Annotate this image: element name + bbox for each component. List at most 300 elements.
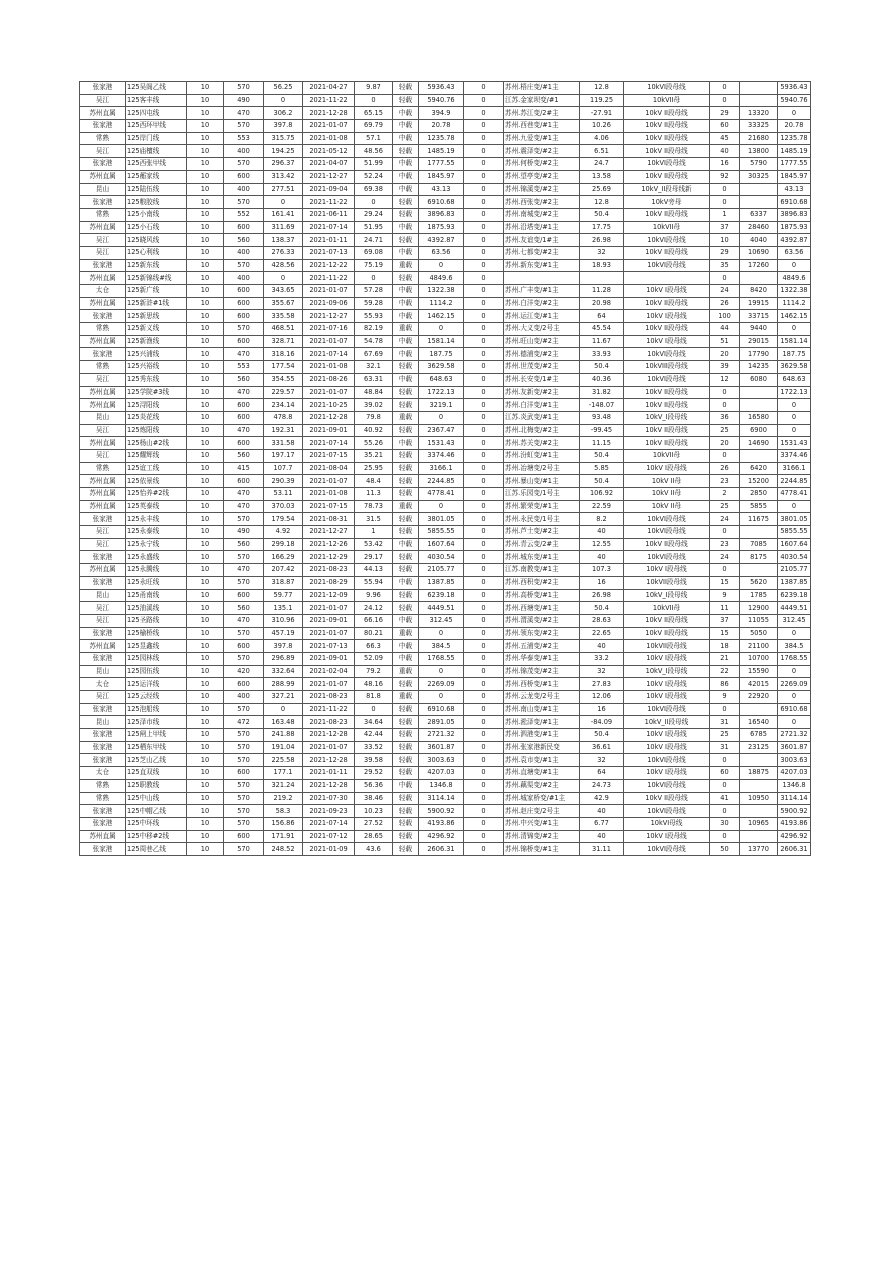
table-cell: 10 bbox=[187, 208, 224, 221]
table-cell: 56.36 bbox=[355, 779, 393, 792]
table-cell: 600 bbox=[224, 170, 264, 183]
table-cell: 苏州.西桥变/#1主 bbox=[504, 678, 580, 691]
table-cell: 2021-01-07 bbox=[303, 741, 355, 754]
table-cell: 1346.8 bbox=[778, 779, 811, 792]
table-cell: 江苏.炎武变/#1主 bbox=[504, 411, 580, 424]
table-cell: 张家港 bbox=[80, 741, 126, 754]
table-cell: 29.52 bbox=[355, 767, 393, 780]
table-row bbox=[80, 627, 811, 640]
table-cell: 10kV II母 bbox=[624, 475, 710, 488]
table-cell: 33.2 bbox=[580, 652, 624, 665]
table-cell: 重载 bbox=[393, 411, 419, 424]
table-cell: 299.18 bbox=[264, 538, 303, 551]
table-row bbox=[80, 513, 811, 526]
table-cell: 轻载 bbox=[393, 272, 419, 285]
table-cell: 6.51 bbox=[580, 145, 624, 158]
table-cell: 苏州.暴山变/#1主 bbox=[504, 475, 580, 488]
table-cell: 51 bbox=[710, 335, 740, 348]
table-cell: 10 bbox=[187, 373, 224, 386]
table-cell: 张家港 bbox=[80, 348, 126, 361]
table-cell: 10kV_I段母线 bbox=[624, 589, 710, 602]
table-cell: 中载 bbox=[393, 285, 419, 298]
table-cell: 428.56 bbox=[264, 259, 303, 272]
table-cell: 23125 bbox=[740, 741, 778, 754]
table-cell: 10kVI段母线 bbox=[624, 259, 710, 272]
table-cell: 7085 bbox=[740, 538, 778, 551]
table-cell: 苏州直属 bbox=[80, 475, 126, 488]
table-cell: 6910.68 bbox=[778, 196, 811, 209]
table-cell: 4207.03 bbox=[778, 767, 811, 780]
table-cell: 50 bbox=[710, 843, 740, 856]
table-cell: 轻载 bbox=[393, 843, 419, 856]
table-cell: 10kV II段母线 bbox=[624, 627, 710, 640]
table-cell: 18.93 bbox=[580, 259, 624, 272]
table-cell: 2021-01-08 bbox=[303, 361, 355, 374]
table-cell: 10 bbox=[187, 830, 224, 843]
table-cell: 55.94 bbox=[355, 576, 393, 589]
table-cell: 2021-09-23 bbox=[303, 805, 355, 818]
table-cell: 4296.92 bbox=[778, 830, 811, 843]
table-cell: 125园伍线 bbox=[126, 665, 187, 678]
table-cell: 10kV II段母线 bbox=[624, 792, 710, 805]
table-cell: 1875.93 bbox=[419, 221, 464, 234]
table-cell: 2021-09-01 bbox=[303, 424, 355, 437]
table-cell: 5900.92 bbox=[778, 805, 811, 818]
table-cell: 10 bbox=[187, 107, 224, 120]
table-cell: 570 bbox=[224, 576, 264, 589]
table-cell: 125直双线 bbox=[126, 767, 187, 780]
table-cell: 2021-01-11 bbox=[303, 234, 355, 247]
table-cell: 10kV II段母线 bbox=[624, 386, 710, 399]
table-cell: 张家港 bbox=[80, 120, 126, 133]
table-cell: 6910.68 bbox=[419, 703, 464, 716]
table-row bbox=[80, 158, 811, 171]
table-cell bbox=[740, 82, 778, 95]
table-cell bbox=[580, 272, 624, 285]
table-cell: 中载 bbox=[393, 652, 419, 665]
table-cell: 2021-12-28 bbox=[303, 729, 355, 742]
table-cell: 苏州直属 bbox=[80, 488, 126, 501]
table-cell: 轻载 bbox=[393, 817, 419, 830]
table-cell: 10kVII段母线 bbox=[624, 576, 710, 589]
table-cell: 470 bbox=[224, 424, 264, 437]
table-cell: 470 bbox=[224, 614, 264, 627]
table-cell: 125四屯线 bbox=[126, 107, 187, 120]
table-cell: 2021-11-22 bbox=[303, 272, 355, 285]
table-cell: 2606.31 bbox=[778, 843, 811, 856]
table-cell: 中载 bbox=[393, 373, 419, 386]
table-cell: 0 bbox=[710, 183, 740, 196]
table-cell: 1322.38 bbox=[778, 285, 811, 298]
table-cell: 27.83 bbox=[580, 678, 624, 691]
table-row bbox=[80, 272, 811, 285]
table-cell: 轻载 bbox=[393, 678, 419, 691]
table-cell: 0 bbox=[464, 703, 504, 716]
table-cell: 315.75 bbox=[264, 132, 303, 145]
table-cell: 2269.09 bbox=[778, 678, 811, 691]
table-cell: 0 bbox=[710, 399, 740, 412]
table-cell: 18 bbox=[710, 640, 740, 653]
table-cell: 16540 bbox=[740, 716, 778, 729]
table-cell: 5940.76 bbox=[419, 94, 464, 107]
table-cell: 166.29 bbox=[264, 551, 303, 564]
table-cell: 4030.54 bbox=[419, 551, 464, 564]
table-cell: 40 bbox=[580, 526, 624, 539]
table-row bbox=[80, 526, 811, 539]
table-cell: 125客丰线 bbox=[126, 94, 187, 107]
table-cell: 苏州.繁荣变/#1主 bbox=[504, 500, 580, 513]
table-cell: 2721.32 bbox=[419, 729, 464, 742]
table-cell: 3166.1 bbox=[419, 462, 464, 475]
table-cell: 12900 bbox=[740, 602, 778, 615]
table-cell: 2021-01-07 bbox=[303, 602, 355, 615]
table-cell: 0 bbox=[778, 259, 811, 272]
table-cell: 昆山 bbox=[80, 665, 126, 678]
table-cell: 吴江 bbox=[80, 94, 126, 107]
table-cell: 648.63 bbox=[419, 373, 464, 386]
table-cell: 10kVII段母线 bbox=[624, 640, 710, 653]
table-cell: 3374.46 bbox=[778, 449, 811, 462]
table-cell: 13.58 bbox=[580, 170, 624, 183]
table-cell: 1531.43 bbox=[778, 437, 811, 450]
table-cell: 125新锦线#线 bbox=[126, 272, 187, 285]
table-cell: 0 bbox=[464, 120, 504, 133]
table-cell: 5936.43 bbox=[419, 82, 464, 95]
table-cell: 0 bbox=[464, 132, 504, 145]
table-cell: 太仓 bbox=[80, 767, 126, 780]
table-cell: 10 bbox=[187, 729, 224, 742]
table-cell: 125谊工线 bbox=[126, 462, 187, 475]
table-row bbox=[80, 82, 811, 95]
table-cell: 16 bbox=[580, 703, 624, 716]
table-cell: 吴江 bbox=[80, 602, 126, 615]
table-cell: 52.24 bbox=[355, 170, 393, 183]
table-cell: 4392.87 bbox=[419, 234, 464, 247]
table-cell: 125闸上甲线 bbox=[126, 729, 187, 742]
table-cell: 125炎花线 bbox=[126, 411, 187, 424]
table-cell: 600 bbox=[224, 767, 264, 780]
table-cell: 86 bbox=[710, 678, 740, 691]
table-cell: 8175 bbox=[740, 551, 778, 564]
table-cell: 31 bbox=[710, 716, 740, 729]
table-cell: 1581.14 bbox=[419, 335, 464, 348]
table-cell: 0 bbox=[778, 424, 811, 437]
table-cell: 0 bbox=[778, 107, 811, 120]
table-cell: 10kV_I段母线 bbox=[624, 411, 710, 424]
table-cell: 10kV II母 bbox=[624, 500, 710, 513]
table-cell: 2021-12-29 bbox=[303, 551, 355, 564]
table-cell bbox=[740, 399, 778, 412]
table-cell: 昆山 bbox=[80, 411, 126, 424]
table-cell: 560 bbox=[224, 373, 264, 386]
table-cell: 中载 bbox=[393, 640, 419, 653]
table-cell: 8.2 bbox=[580, 513, 624, 526]
table-cell: 82.19 bbox=[355, 323, 393, 336]
table-cell: 10 bbox=[187, 120, 224, 133]
table-cell: 苏州.泗港变/#1主 bbox=[504, 729, 580, 742]
table-cell: 29 bbox=[710, 107, 740, 120]
table-cell: 10 bbox=[187, 462, 224, 475]
table-cell: 10 bbox=[187, 779, 224, 792]
table-cell: 69.08 bbox=[355, 246, 393, 259]
table-cell: 轻载 bbox=[393, 94, 419, 107]
table-row bbox=[80, 348, 811, 361]
table-cell: 10kVI段母线 bbox=[624, 843, 710, 856]
table-cell: 63.31 bbox=[355, 373, 393, 386]
table-cell: 10 bbox=[187, 323, 224, 336]
table-cell: 10kVIII段母线 bbox=[624, 361, 710, 374]
table-cell: 轻载 bbox=[393, 462, 419, 475]
table-cell: 轻载 bbox=[393, 564, 419, 577]
table-cell: 江苏.南教变/#1主 bbox=[504, 564, 580, 577]
table-cell: 40.92 bbox=[355, 424, 393, 437]
table-cell: 苏州.友谊变/1#主 bbox=[504, 234, 580, 247]
table-cell: 125西环甲线 bbox=[126, 120, 187, 133]
table-cell: 10 bbox=[187, 234, 224, 247]
table-cell: 吴江 bbox=[80, 538, 126, 551]
table-cell: 0 bbox=[464, 234, 504, 247]
table-cell: 16 bbox=[580, 576, 624, 589]
table-body bbox=[80, 82, 811, 856]
table-cell: 600 bbox=[224, 285, 264, 298]
table-cell: 轻载 bbox=[393, 792, 419, 805]
table-cell: 10.26 bbox=[580, 120, 624, 133]
table-cell: 10kV I段母线 bbox=[624, 767, 710, 780]
table-cell: 0 bbox=[464, 145, 504, 158]
table-cell: 570 bbox=[224, 627, 264, 640]
table-cell: 125新义线 bbox=[126, 323, 187, 336]
table-cell: 苏州.袁市变/#1主 bbox=[504, 754, 580, 767]
table-row bbox=[80, 449, 811, 462]
table-cell: 229.57 bbox=[264, 386, 303, 399]
table-cell: 20 bbox=[710, 348, 740, 361]
table-cell: 10kV I段母线 bbox=[624, 691, 710, 704]
table-cell: 32 bbox=[580, 246, 624, 259]
table-cell: 10kV旁母 bbox=[624, 196, 710, 209]
table-cell: 13320 bbox=[740, 107, 778, 120]
table-cell: 15590 bbox=[740, 665, 778, 678]
table-cell: 125兴裕线 bbox=[126, 361, 187, 374]
table-cell: 4849.6 bbox=[419, 272, 464, 285]
table-cell: 18875 bbox=[740, 767, 778, 780]
table-cell: 5050 bbox=[740, 627, 778, 640]
table-cell: 0 bbox=[464, 297, 504, 310]
table-cell: 79.2 bbox=[355, 665, 393, 678]
table-cell: -84.09 bbox=[580, 716, 624, 729]
table-cell: 187.75 bbox=[778, 348, 811, 361]
table-cell: 2021-12-22 bbox=[303, 259, 355, 272]
table-cell: 3896.83 bbox=[419, 208, 464, 221]
table-cell: 400 bbox=[224, 272, 264, 285]
table-cell: 2269.09 bbox=[419, 678, 464, 691]
table-cell: 中载 bbox=[393, 538, 419, 551]
table-cell: 0 bbox=[464, 348, 504, 361]
table-cell: 10 bbox=[187, 449, 224, 462]
table-cell: 125小南线 bbox=[126, 208, 187, 221]
table-cell: 10 bbox=[187, 526, 224, 539]
table-row bbox=[80, 843, 811, 856]
table-cell: 125炼阳线 bbox=[126, 424, 187, 437]
table-cell: 1607.64 bbox=[778, 538, 811, 551]
table-cell: 15200 bbox=[740, 475, 778, 488]
table-cell: 60 bbox=[710, 120, 740, 133]
table-cell: 2021-07-13 bbox=[303, 246, 355, 259]
table-cell: 0 bbox=[464, 462, 504, 475]
table-cell: 苏州.苏关变/#2主 bbox=[504, 437, 580, 450]
table-cell: 2 bbox=[710, 488, 740, 501]
table-cell: 40 bbox=[580, 640, 624, 653]
table-cell: 21680 bbox=[740, 132, 778, 145]
table-cell: 125永丰线 bbox=[126, 513, 187, 526]
table-cell: 2367.47 bbox=[419, 424, 464, 437]
table-cell: 苏州.世茂变/#2主 bbox=[504, 361, 580, 374]
table-cell: 570 bbox=[224, 779, 264, 792]
table-cell: 0 bbox=[710, 564, 740, 577]
table-cell: 3114.14 bbox=[778, 792, 811, 805]
table-cell: 125园林线 bbox=[126, 652, 187, 665]
table-cell: 26 bbox=[710, 462, 740, 475]
table-cell: 51.95 bbox=[355, 221, 393, 234]
table-cell: 苏州.旺山变/#2主 bbox=[504, 335, 580, 348]
table-cell: 10 bbox=[187, 589, 224, 602]
table-cell: 中载 bbox=[393, 107, 419, 120]
table-cell: 35 bbox=[710, 259, 740, 272]
table-cell: -27.91 bbox=[580, 107, 624, 120]
table-row bbox=[80, 221, 811, 234]
table-cell: 苏州.梧庄变/#1主 bbox=[504, 82, 580, 95]
table-cell: 125油溪线 bbox=[126, 602, 187, 615]
table-cell: 600 bbox=[224, 589, 264, 602]
table-cell: -99.45 bbox=[580, 424, 624, 437]
table-cell: 50.4 bbox=[580, 361, 624, 374]
table-row bbox=[80, 170, 811, 183]
table-cell: 2105.77 bbox=[778, 564, 811, 577]
table-cell: 10 bbox=[187, 183, 224, 196]
table-cell: 32 bbox=[580, 754, 624, 767]
table-cell: 张家港 bbox=[80, 259, 126, 272]
table-cell bbox=[740, 196, 778, 209]
table-cell: 5900.92 bbox=[419, 805, 464, 818]
table-cell: 轻载 bbox=[393, 830, 419, 843]
table-cell: 119.25 bbox=[580, 94, 624, 107]
table-cell: 1845.97 bbox=[419, 170, 464, 183]
table-cell: 17790 bbox=[740, 348, 778, 361]
table-cell: 10kVII母 bbox=[624, 221, 710, 234]
table-cell: 25 bbox=[710, 729, 740, 742]
table-cell: 2021-08-04 bbox=[303, 462, 355, 475]
table-cell: 6337 bbox=[740, 208, 778, 221]
table-cell: 2021-01-09 bbox=[303, 843, 355, 856]
table-cell: 570 bbox=[224, 82, 264, 95]
table-cell: 125职教线 bbox=[126, 779, 187, 792]
table-cell: 10 bbox=[187, 691, 224, 704]
table-cell: 600 bbox=[224, 830, 264, 843]
table-cell: 10 bbox=[187, 170, 224, 183]
table-cell: 22.65 bbox=[580, 627, 624, 640]
table-cell: 轻载 bbox=[393, 234, 419, 247]
table-cell: 昆山 bbox=[80, 183, 126, 196]
table-cell: 66.3 bbox=[355, 640, 393, 653]
table-cell: 57.1 bbox=[355, 132, 393, 145]
table-cell: 248.52 bbox=[264, 843, 303, 856]
table-cell: 苏州.领东变/#2主 bbox=[504, 627, 580, 640]
table-cell: 3219.1 bbox=[419, 399, 464, 412]
table-cell: 125蘅家线 bbox=[126, 170, 187, 183]
table-cell: 0 bbox=[419, 323, 464, 336]
table-cell: 600 bbox=[224, 437, 264, 450]
table-cell: 37 bbox=[710, 614, 740, 627]
table-cell: 354.55 bbox=[264, 373, 303, 386]
table-cell: 轻载 bbox=[393, 716, 419, 729]
table-cell: 苏州直属 bbox=[80, 386, 126, 399]
table-cell: 194.25 bbox=[264, 145, 303, 158]
table-cell: 中载 bbox=[393, 221, 419, 234]
table-cell: 0 bbox=[464, 386, 504, 399]
table-cell: 25 bbox=[710, 424, 740, 437]
table-cell: 10 bbox=[187, 513, 224, 526]
table-cell: 32.1 bbox=[355, 361, 393, 374]
table-row bbox=[80, 564, 811, 577]
table-cell: 553 bbox=[224, 132, 264, 145]
table-row bbox=[80, 120, 811, 133]
table-cell: 4849.6 bbox=[778, 272, 811, 285]
table-cell: 江苏.金家坝变/#1 bbox=[504, 94, 580, 107]
table-cell: 125浔阳线 bbox=[126, 399, 187, 412]
table-cell: 0 bbox=[710, 196, 740, 209]
table-cell bbox=[740, 703, 778, 716]
table-cell: 2850 bbox=[740, 488, 778, 501]
table-row bbox=[80, 741, 811, 754]
table-cell: 37 bbox=[710, 221, 740, 234]
table-cell: 0 bbox=[464, 729, 504, 742]
table-cell: 0 bbox=[419, 259, 464, 272]
table-cell: 10 bbox=[187, 665, 224, 678]
table-cell: 36 bbox=[710, 411, 740, 424]
table-cell: 3629.58 bbox=[778, 361, 811, 374]
table-cell: 48.4 bbox=[355, 475, 393, 488]
table-cell: 10 bbox=[187, 488, 224, 501]
table-cell: 25.95 bbox=[355, 462, 393, 475]
table-cell: 苏州.永民变/1号主 bbox=[504, 513, 580, 526]
table-cell: 125云经线 bbox=[126, 691, 187, 704]
table-cell: 296.89 bbox=[264, 652, 303, 665]
table-cell: 10 bbox=[187, 310, 224, 323]
table-cell: 45.54 bbox=[580, 323, 624, 336]
table-cell: 9.87 bbox=[355, 82, 393, 95]
table-cell: 4040 bbox=[740, 234, 778, 247]
table-cell: 1531.43 bbox=[419, 437, 464, 450]
table-cell: 125圣路线 bbox=[126, 614, 187, 627]
table-cell: 14690 bbox=[740, 437, 778, 450]
table-cell: 78.73 bbox=[355, 500, 393, 513]
table-cell: 10kVI段母线 bbox=[624, 373, 710, 386]
table-cell: 10 bbox=[187, 475, 224, 488]
table-cell: 470 bbox=[224, 564, 264, 577]
table-cell: 10.23 bbox=[355, 805, 393, 818]
table-row bbox=[80, 767, 811, 780]
table-cell: 4449.51 bbox=[778, 602, 811, 615]
table-cell: 24 bbox=[710, 285, 740, 298]
table-cell: 600 bbox=[224, 475, 264, 488]
table-cell: 600 bbox=[224, 411, 264, 424]
table-row bbox=[80, 652, 811, 665]
table-cell: 0 bbox=[464, 82, 504, 95]
table-cell: 中载 bbox=[393, 132, 419, 145]
table-cell: 355.67 bbox=[264, 297, 303, 310]
table-cell: 0 bbox=[464, 817, 504, 830]
table-cell: 2021-07-15 bbox=[303, 500, 355, 513]
table-cell: 570 bbox=[224, 196, 264, 209]
